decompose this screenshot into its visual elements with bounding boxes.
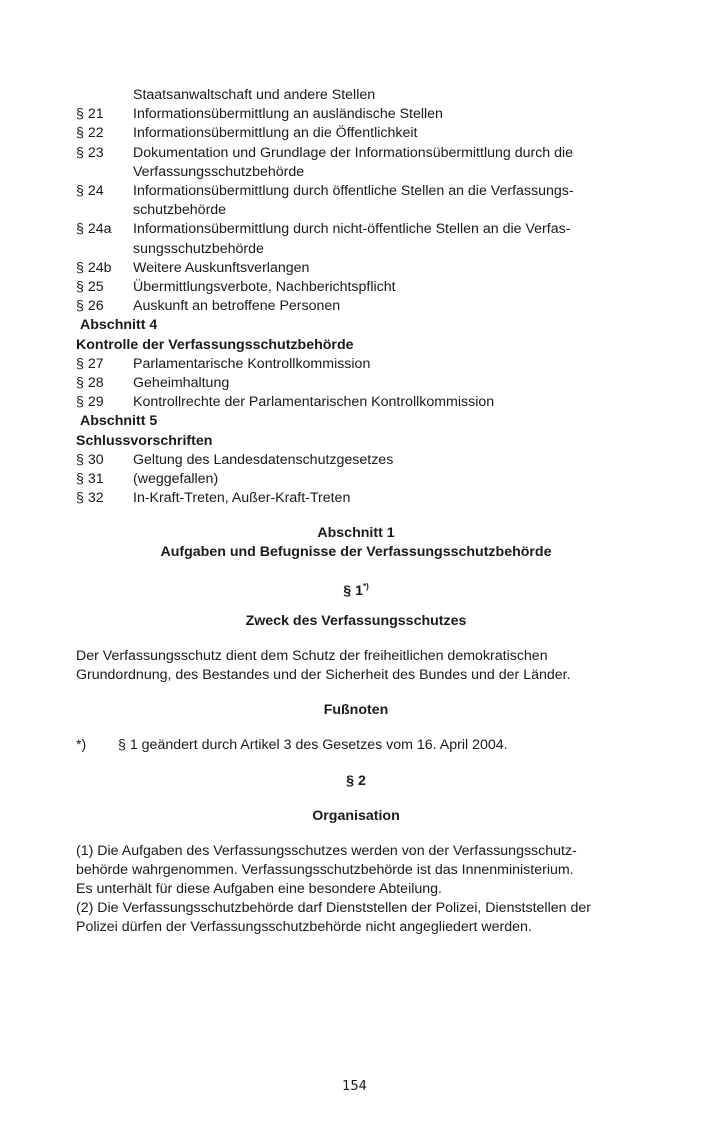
toc-row [76,297,636,316]
toc-group-b [76,355,636,413]
toc-title: Dokumentation und Grundlage der Informationsübermittlung durch die Verfassungsschutzbehörde [133,144,574,180]
toc-number: § 24 [76,183,104,200]
toc-number: § 26 [76,298,104,315]
toc-row [76,451,636,470]
paragraph-1-heading [76,577,636,601]
toc-group-c [76,451,636,509]
toc-title: Geheimhaltung [133,375,230,392]
paragraph-1-number: § 1 [343,583,363,599]
toc-row [76,86,636,105]
toc-title: Geltung des Landesdatenschutzgesetzes [133,451,394,468]
toc-title: In-Kraft-Treten, Außer-Kraft-Treten [133,490,351,507]
toc-number: § 22 [76,125,104,142]
toc-row [76,489,636,508]
section-1-label: Abschnitt 1 [317,525,395,541]
toc-number: § 24a [76,221,112,238]
section-5-label: Abschnitt 5 [80,413,158,430]
toc-row [76,374,636,393]
paragraph-2-number: § 2 [346,773,366,789]
toc-group-a [76,86,636,316]
toc-title: Informationsübermittlung an ausländische Stellen [133,106,443,123]
toc-row [76,355,636,374]
toc-row [76,124,636,143]
toc-title: Informationsübermittlung an die Öffentlichkeit [133,125,418,142]
toc-number: § 25 [76,279,104,296]
toc-number: § 29 [76,394,104,411]
paragraph-2-line: (2) Die Verfassungsschutzbehörde darf Dienststellen der Polizei, Dienststellen der [76,900,591,916]
toc-row [76,259,636,278]
toc-number: § 27 [76,355,104,372]
toc-title: Informationsübermittlung durch öffentliche Stellen an die Verfassungs-schutzbehörde [133,183,574,219]
toc-number: § 28 [76,375,104,392]
paragraph-2-line: (1) Die Aufgaben des Verfassungsschutzes werden von der Verfassungsschutz- [76,843,577,859]
toc-row [76,393,636,412]
paragraph-2-line: behörde wahrgenommen. Verfassungsschutzbehörde ist das Innenministerium. [76,862,574,878]
toc-row [76,278,636,297]
toc-number: § 24b [76,259,112,276]
toc-title: Kontrollrechte der Parlamentarischen Kontrollkommission [133,394,495,411]
toc-number: § 31 [76,471,104,488]
footnote-text: § 1 geändert durch Artikel 3 des Gesetzes vom 16. April 2004. [118,737,508,753]
section-4-label: Abschnitt 4 [80,317,158,334]
toc-number: § 30 [76,451,104,468]
paragraph-1-title: Zweck des Verfassungsschutzes [245,613,467,629]
toc-title: Auskunft an betroffene Personen [133,298,341,315]
paragraph-2-text [76,842,638,937]
toc-row [76,182,636,220]
section-1-title: Aufgaben und Befugnisse der Verfassungsschutzbehörde [160,544,552,560]
toc-title: (weggefallen) [133,471,219,488]
paragraph-1-text: Der Verfassungsschutz dient dem Schutz der freiheitlichen demokratischen Grundordnung, des Bestandes und der Sicherheit des Bundes und der Länder. [76,648,571,683]
table-of-contents [76,86,636,508]
toc-number: § 23 [76,144,104,161]
toc-title: Parlamentarische Kontrollkommission [133,355,371,372]
toc-row [76,144,636,182]
paragraph-2-line: Es unterhält für diese Aufgaben eine besondere Abteilung. [76,881,442,897]
paragraph-2-line: Polizei dürfen der Verfassungsschutzbehörde nicht angegliedert werden. [76,919,532,935]
toc-number [76,86,133,105]
page-number: 154 [342,1079,367,1094]
footnote [76,736,508,755]
toc-row [76,220,636,258]
section-4-title: Kontrolle der Verfassungsschutzbehörde [76,336,354,353]
toc-number: § 32 [76,490,104,507]
toc-title: Informationsübermittlung durch nicht-öffentliche Stellen an die Verfas-sungsschutzbehörde [133,221,571,257]
toc-row [76,105,636,124]
paragraph-1-footnote-mark: *) [362,582,369,591]
toc-row [76,470,636,489]
footnotes-heading: Fußnoten [323,702,389,718]
footnote-mark: *) [76,737,87,753]
section-5-title: Schlussvorschriften [76,432,213,449]
toc-number: § 21 [76,106,104,123]
toc-title: Übermittlungsverbote, Nachberichtspflicht [133,279,396,296]
toc-title: Weitere Auskunftsverlangen [133,259,310,276]
toc-title: Staatsanwaltschaft und andere Stellen [133,87,376,103]
paragraph-2-title: Organisation [312,808,400,824]
